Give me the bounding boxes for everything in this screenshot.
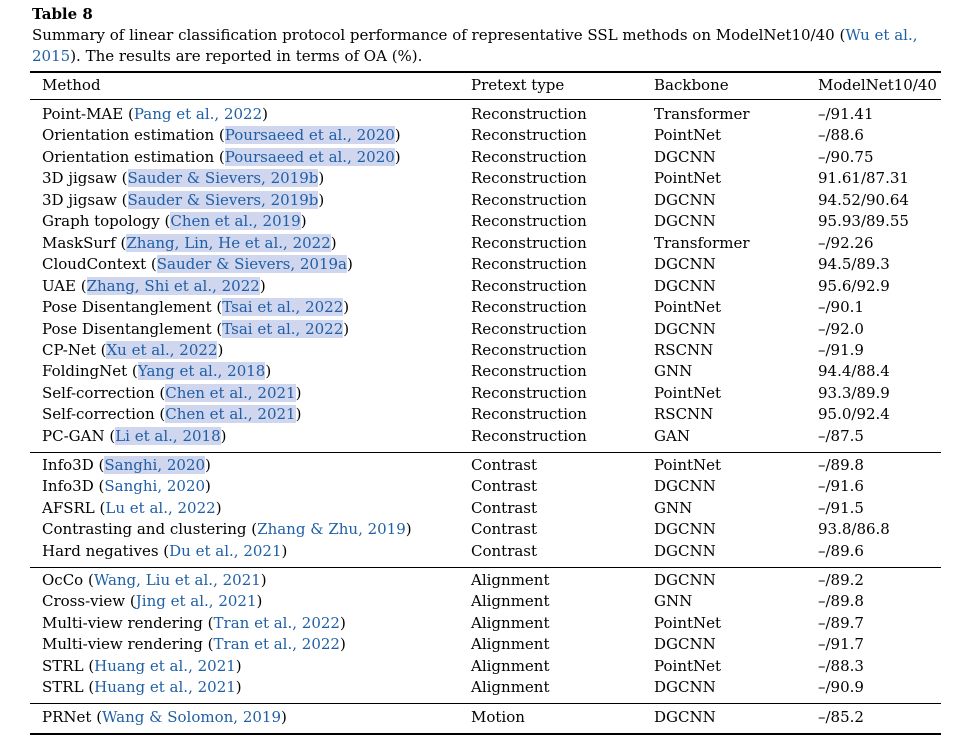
pretext-type-cell: Alignment xyxy=(471,592,550,611)
method-cell: MaskSurf (Zhang, Lin, He et al., 2022) xyxy=(42,233,337,252)
header-rule xyxy=(30,99,941,100)
method-cell: STRL (Huang et al., 2021) xyxy=(42,656,242,675)
method-name: 3D jigsaw xyxy=(42,190,117,209)
citation-link[interactable]: Huang et al., 2021 xyxy=(94,678,236,697)
pretext-type-cell: Reconstruction xyxy=(471,105,587,123)
backbone-cell: PointNet xyxy=(654,456,722,474)
header-modelnet: ModelNet10/40 xyxy=(818,76,937,94)
result-cell: –/87.5 xyxy=(818,426,864,445)
table-row xyxy=(0,276,961,297)
table-row xyxy=(0,634,961,655)
table-top-rule xyxy=(30,71,941,73)
pretext-type-cell: Reconstruction xyxy=(471,190,587,209)
table-row xyxy=(0,498,961,519)
backbone-cell: Transformer xyxy=(654,233,750,252)
method-name: Graph topology xyxy=(42,212,160,231)
table-row xyxy=(0,190,961,211)
pretext-type-cell: Reconstruction xyxy=(471,212,587,231)
result-cell: 91.61/87.31 xyxy=(818,169,909,188)
citation-link[interactable]: Du et al., 2021 xyxy=(169,541,282,560)
pretext-type-cell: Reconstruction xyxy=(471,255,587,274)
result-cell: –/92.0 xyxy=(818,319,864,338)
method-name: Orientation estimation xyxy=(42,126,215,145)
method-cell: Hard negatives (Du et al., 2021) xyxy=(42,541,288,560)
citation-link[interactable]: Zhang, Shi et al., 2022 xyxy=(86,276,260,295)
method-cell: AFSRL (Lu et al., 2022) xyxy=(42,498,222,517)
method-cell: Orientation estimation (Poursaeed et al., 2020) xyxy=(42,126,401,145)
citation-link[interactable]: Yang et al., 2018 xyxy=(137,362,266,381)
table-row xyxy=(0,541,961,562)
result-cell: –/91.41 xyxy=(818,105,874,123)
method-name: CP-Net xyxy=(42,340,96,359)
method-name: Hard negatives xyxy=(42,541,159,560)
header-backbone: Backbone xyxy=(654,76,729,94)
header-pretext-type: Pretext type xyxy=(471,76,565,94)
pretext-type-cell: Reconstruction xyxy=(471,383,587,402)
method-name: Cross-view xyxy=(42,592,126,611)
pretext-type-cell: Reconstruction xyxy=(471,426,587,445)
table-bottom-rule xyxy=(30,733,941,735)
pretext-type-cell: Reconstruction xyxy=(471,405,587,424)
method-name: STRL xyxy=(42,656,84,675)
result-cell: –/88.6 xyxy=(818,126,864,145)
method-cell: Info3D (Sanghi, 2020) xyxy=(42,477,211,496)
table-row xyxy=(0,476,961,497)
table-row xyxy=(0,168,961,189)
backbone-cell: DGCNN xyxy=(654,255,716,274)
method-name: Pose Disentanglement xyxy=(42,298,212,317)
backbone-cell: RSCNN xyxy=(654,405,714,424)
backbone-cell: GNN xyxy=(654,498,693,517)
table-row xyxy=(0,519,961,540)
method-name: 3D jigsaw xyxy=(42,169,117,188)
method-name: STRL xyxy=(42,678,84,697)
pretext-type-cell: Alignment xyxy=(471,678,550,697)
table-row xyxy=(0,656,961,677)
result-cell: 93.3/89.9 xyxy=(818,383,890,402)
method-name: Contrasting and clustering xyxy=(42,520,247,539)
pretext-type-cell: Reconstruction xyxy=(471,147,587,166)
citation-link[interactable]: Huang et al., 2021 xyxy=(94,656,236,675)
method-name: Multi-view rendering xyxy=(42,635,203,654)
method-cell: Orientation estimation (Poursaeed et al., 2020) xyxy=(42,147,401,166)
citation-link[interactable]: Sanghi, 2020 xyxy=(104,456,206,474)
method-cell: PRNet (Wang & Solomon, 2019) xyxy=(42,708,287,726)
citation-link[interactable]: Pang et al., 2022 xyxy=(133,105,263,123)
result-cell: –/91.5 xyxy=(818,498,864,517)
result-cell: 95.6/92.9 xyxy=(818,276,890,295)
table-row xyxy=(0,570,961,591)
method-cell: Pose Disentanglement (Tsai et al., 2022) xyxy=(42,319,350,338)
method-cell: CloudContext (Sauder & Sievers, 2019a) xyxy=(42,255,353,274)
header-method: Method xyxy=(42,76,101,94)
backbone-cell: RSCNN xyxy=(654,340,714,359)
method-cell: Cross-view (Jing et al., 2021) xyxy=(42,592,263,611)
result-cell: 94.4/88.4 xyxy=(818,362,890,381)
citation-link[interactable]: Li et al., 2018 xyxy=(115,426,221,445)
result-cell: –/89.7 xyxy=(818,613,864,632)
method-name: Point-MAE xyxy=(42,105,124,123)
result-cell: –/91.6 xyxy=(818,477,864,496)
pretext-type-cell: Alignment xyxy=(471,635,550,654)
citation-link[interactable]: Chen et al., 2021 xyxy=(165,405,296,424)
table-caption xyxy=(32,4,947,67)
table-row xyxy=(0,254,961,275)
pretext-type-cell: Reconstruction xyxy=(471,362,587,381)
method-name: Info3D xyxy=(42,477,94,496)
result-cell: 95.0/92.4 xyxy=(818,405,890,424)
table-label: Table 8 xyxy=(32,5,93,23)
pretext-type-cell: Reconstruction xyxy=(471,276,587,295)
result-cell: –/88.3 xyxy=(818,656,864,675)
pretext-type-cell: Reconstruction xyxy=(471,233,587,252)
backbone-cell: PointNet xyxy=(654,169,722,188)
method-cell: 3D jigsaw (Sauder & Sievers, 2019b) xyxy=(42,169,325,188)
table-header-row xyxy=(0,74,961,96)
result-cell: –/89.8 xyxy=(818,592,864,611)
result-cell: –/89.8 xyxy=(818,456,864,474)
pretext-type-cell: Contrast xyxy=(471,477,538,496)
backbone-cell: Transformer xyxy=(654,105,750,123)
method-name: AFSRL xyxy=(42,498,95,517)
backbone-cell: DGCNN xyxy=(654,635,716,654)
backbone-cell: DGCNN xyxy=(654,276,716,295)
backbone-cell: DGCNN xyxy=(654,571,716,589)
method-name: FoldingNet xyxy=(42,362,128,381)
citation-link[interactable]: Tsai et al., 2022 xyxy=(222,319,344,338)
table-row xyxy=(0,613,961,634)
method-name: PC-GAN xyxy=(42,426,105,445)
table-row xyxy=(0,211,961,232)
group-separator xyxy=(30,703,941,704)
method-name: Info3D xyxy=(42,456,94,474)
pretext-type-cell: Alignment xyxy=(471,613,550,632)
caption-text-after: ). The results are reported in terms of OA (%). xyxy=(70,47,423,65)
result-cell: 93.8/86.8 xyxy=(818,520,890,539)
pretext-type-cell: Contrast xyxy=(471,541,538,560)
table-row xyxy=(0,404,961,425)
result-cell: –/89.6 xyxy=(818,541,864,560)
result-cell: 94.5/89.3 xyxy=(818,255,890,274)
result-cell: –/92.26 xyxy=(818,233,874,252)
result-cell: –/85.2 xyxy=(818,708,864,726)
result-cell: –/91.9 xyxy=(818,340,864,359)
backbone-cell: DGCNN xyxy=(654,319,716,338)
table-row xyxy=(0,340,961,361)
citation-link[interactable]: Xu et al., 2022 xyxy=(106,340,218,359)
table-row xyxy=(0,591,961,612)
method-cell: Multi-view rendering (Tran et al., 2022) xyxy=(42,635,346,654)
citation-link[interactable]: Sanghi, 2020 xyxy=(104,477,206,496)
table-row xyxy=(0,147,961,168)
method-cell: Pose Disentanglement (Tsai et al., 2022) xyxy=(42,298,350,317)
pretext-type-cell: Reconstruction xyxy=(471,340,587,359)
method-name: CloudContext xyxy=(42,255,147,274)
caption-text-before: Summary of linear classification protocol performance of representative SSL methods on ModelNet10/40 ( xyxy=(32,26,846,44)
citation-link[interactable]: Tran et al., 2022 xyxy=(213,635,340,654)
citation-link[interactable]: Tsai et al., 2022 xyxy=(222,298,344,317)
caption-citation-authors[interactable]: Wu et al., xyxy=(845,26,918,44)
method-name: Self-correction xyxy=(42,383,155,402)
table-row xyxy=(0,455,961,476)
pretext-type-cell: Contrast xyxy=(471,456,538,474)
method-cell: Multi-view rendering (Tran et al., 2022) xyxy=(42,613,346,632)
backbone-cell: PointNet xyxy=(654,613,722,632)
backbone-cell: DGCNN xyxy=(654,212,716,231)
method-cell: Info3D (Sanghi, 2020) xyxy=(42,456,211,474)
citation-link[interactable]: Zhang, Lin, He et al., 2022 xyxy=(126,233,331,252)
pretext-type-cell: Motion xyxy=(471,708,525,726)
backbone-cell: DGCNN xyxy=(654,541,716,560)
pretext-type-cell: Reconstruction xyxy=(471,298,587,317)
result-cell: –/90.1 xyxy=(818,298,864,317)
backbone-cell: GNN xyxy=(654,592,693,611)
citation-link[interactable]: Chen et al., 2019 xyxy=(170,212,301,231)
result-cell: –/90.75 xyxy=(818,147,874,166)
backbone-cell: PointNet xyxy=(654,656,722,675)
method-cell: CP-Net (Xu et al., 2022) xyxy=(42,340,224,359)
table-row xyxy=(0,707,961,728)
result-cell: –/91.7 xyxy=(818,635,864,654)
result-cell: 94.52/90.64 xyxy=(818,190,909,209)
backbone-cell: DGCNN xyxy=(654,477,716,496)
pretext-type-cell: Alignment xyxy=(471,656,550,675)
table-row xyxy=(0,125,961,146)
caption-citation-year[interactable]: 2015 xyxy=(32,47,71,65)
table-row xyxy=(0,233,961,254)
citation-link[interactable]: Poursaeed et al., 2020 xyxy=(224,126,395,145)
method-cell: Point-MAE (Pang et al., 2022) xyxy=(42,105,268,123)
backbone-cell: GNN xyxy=(654,362,693,381)
backbone-cell: DGCNN xyxy=(654,708,716,726)
method-cell: UAE (Zhang, Shi et al., 2022) xyxy=(42,276,266,295)
method-cell: PC-GAN (Li et al., 2018) xyxy=(42,426,227,445)
table-row xyxy=(0,319,961,340)
citation-link[interactable]: Wang, Liu et al., 2021 xyxy=(93,571,261,589)
table-row xyxy=(0,361,961,382)
method-cell: OcCo (Wang, Liu et al., 2021) xyxy=(42,571,267,589)
method-name: Multi-view rendering xyxy=(42,613,203,632)
method-cell: Self-correction (Chen et al., 2021) xyxy=(42,383,302,402)
backbone-cell: GAN xyxy=(654,426,690,445)
pretext-type-cell: Reconstruction xyxy=(471,126,587,145)
citation-link[interactable]: Wang & Solomon, 2019 xyxy=(102,708,282,726)
backbone-cell: PointNet xyxy=(654,298,722,317)
table-row xyxy=(0,297,961,318)
citation-link[interactable]: Poursaeed et al., 2020 xyxy=(224,147,395,166)
method-cell: Graph topology (Chen et al., 2019) xyxy=(42,212,307,231)
method-name: Pose Disentanglement xyxy=(42,319,212,338)
method-cell: Self-correction (Chen et al., 2021) xyxy=(42,405,302,424)
citation-link[interactable]: Zhang & Zhu, 2019 xyxy=(257,520,406,539)
citation-link[interactable]: Lu et al., 2022 xyxy=(105,498,216,517)
backbone-cell: DGCNN xyxy=(654,147,716,166)
table-row xyxy=(0,677,961,698)
backbone-cell: PointNet xyxy=(654,383,722,402)
citation-link[interactable]: Sauder & Sievers, 2019b xyxy=(127,190,319,209)
backbone-cell: DGCNN xyxy=(654,678,716,697)
method-cell: Contrasting and clustering (Zhang & Zhu, 2019) xyxy=(42,520,412,539)
table-row xyxy=(0,104,961,125)
group-separator xyxy=(30,567,941,568)
method-name: MaskSurf xyxy=(42,233,116,252)
backbone-cell: PointNet xyxy=(654,126,722,145)
group-separator xyxy=(30,452,941,453)
citation-link[interactable]: Chen et al., 2021 xyxy=(165,383,296,402)
pretext-type-cell: Reconstruction xyxy=(471,169,587,188)
pretext-type-cell: Alignment xyxy=(471,571,550,589)
method-cell: STRL (Huang et al., 2021) xyxy=(42,678,242,697)
backbone-cell: DGCNN xyxy=(654,190,716,209)
citation-link[interactable]: Tran et al., 2022 xyxy=(213,613,340,632)
method-name: OcCo xyxy=(42,571,84,589)
citation-link[interactable]: Sauder & Sievers, 2019b xyxy=(127,169,319,188)
pretext-type-cell: Reconstruction xyxy=(471,319,587,338)
backbone-cell: DGCNN xyxy=(654,520,716,539)
method-cell: 3D jigsaw (Sauder & Sievers, 2019b) xyxy=(42,190,325,209)
citation-link[interactable]: Jing et al., 2021 xyxy=(135,592,257,611)
citation-link[interactable]: Sauder & Sievers, 2019a xyxy=(156,255,348,274)
pretext-type-cell: Contrast xyxy=(471,498,538,517)
method-name: Self-correction xyxy=(42,405,155,424)
result-cell: –/90.9 xyxy=(818,678,864,697)
method-cell: FoldingNet (Yang et al., 2018) xyxy=(42,362,272,381)
result-cell: 95.93/89.55 xyxy=(818,212,909,231)
table-row xyxy=(0,426,961,447)
method-name: UAE xyxy=(42,276,76,295)
pretext-type-cell: Contrast xyxy=(471,520,538,539)
method-name: Orientation estimation xyxy=(42,147,215,166)
method-name: PRNet xyxy=(42,708,92,726)
result-cell: –/89.2 xyxy=(818,571,864,589)
table-row xyxy=(0,383,961,404)
